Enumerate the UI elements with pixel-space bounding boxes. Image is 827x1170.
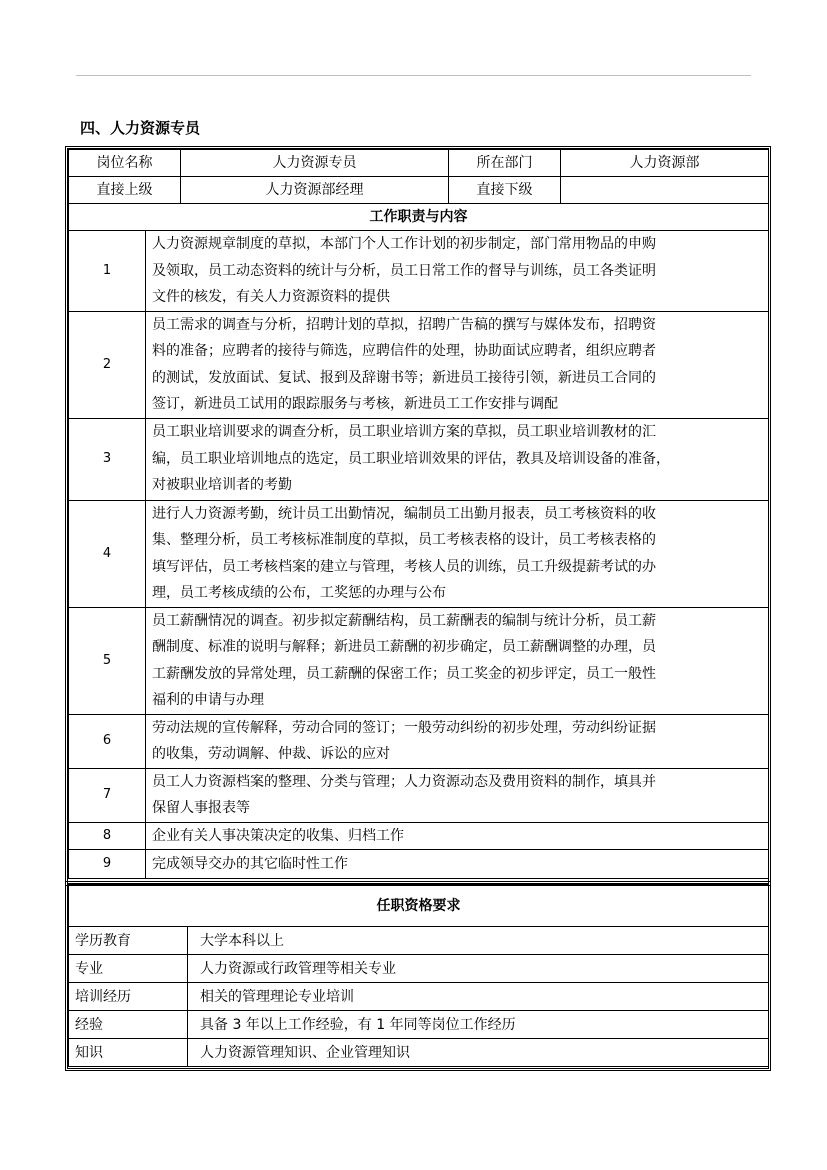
qualification-label: 知识	[69, 1039, 188, 1067]
duty-row	[69, 500, 769, 607]
duty-line: 集、整理分析，员工考核标准制度的草拟，员工考核表格的设计，员工考核表格的	[152, 532, 656, 548]
duty-line: 填写评估，员工考核档案的建立与管理，考核人员的训练，员工升级提薪考试的办	[152, 558, 656, 575]
qualification-label: 经验	[69, 1011, 188, 1039]
duty-line: 对被职业培训者的考勤	[152, 477, 292, 494]
duty-number: 8	[69, 822, 146, 850]
duty-line: 劳动法规的宣传解释，劳动合同的签订；一般劳动纠纷的初步处理，劳动纠纷证据	[152, 719, 656, 736]
duty-line: 理，员工考核成绩的公布，工奖惩的办理与公布	[152, 585, 446, 601]
qualifications-title-row	[69, 885, 769, 927]
qualification-value: 大学本科以上	[188, 927, 769, 955]
job-info-row-1	[69, 150, 769, 177]
duty-text	[146, 768, 769, 822]
duty-line: 人力资源规章制度的草拟，本部门个人工作计划的初步制定，部门常用物品的申购	[152, 236, 656, 252]
qualifications-frame	[65, 881, 771, 1071]
duty-row	[69, 418, 769, 500]
qualification-label: 学历教育	[69, 927, 188, 955]
duty-line: 签订，新进员工试用的跟踪服务与考核，新进员工工作安排与调配	[152, 396, 558, 412]
duty-row	[69, 850, 769, 879]
qualification-label: 培训经历	[69, 983, 188, 1011]
duty-line: 进行人力资源考勤，统计员工出勤情况，编制员工出勤月报表，员工考核资料的收	[152, 505, 656, 522]
qualification-label: 专业	[69, 955, 188, 983]
qualification-row	[69, 1011, 769, 1039]
qualification-value: 人力资源或行政管理等相关专业	[188, 955, 769, 983]
duty-line: 文件的核发，有关人力资源资料的提供	[152, 289, 390, 305]
duty-row	[69, 822, 769, 850]
duty-text	[146, 418, 769, 500]
duty-line: 员工职业培训要求的调查分析，员工职业培训方案的草拟，员工职业培训教材的汇	[152, 424, 656, 441]
duty-line: 企业有关人事决策决定的收集、归档工作	[152, 827, 404, 844]
duty-line: 员工人力资源档案的整理、分类与管理；人力资源动态及费用资料的制作，填具并	[152, 773, 656, 790]
duty-text	[146, 714, 769, 768]
job-duties-table	[68, 149, 769, 879]
job-info-row-2	[69, 177, 769, 204]
qualifications-table	[68, 884, 769, 1067]
qualification-row	[69, 927, 769, 955]
duty-line: 编，员工职业培训地点的选定，员工职业培训效果的评估，教具及培训设备的准备，	[152, 450, 670, 467]
duty-number: 2	[69, 311, 146, 418]
duty-number: 6	[69, 714, 146, 768]
duties-title-row	[69, 204, 769, 231]
qualification-row	[69, 983, 769, 1011]
qualifications-title: 任职资格要求	[69, 885, 769, 927]
duty-line: 福利的申请与办理	[152, 692, 264, 708]
duty-line: 的测试，发放面试、复试、报到及辞谢书等；新进员工接待引领，新进员工合同的	[152, 369, 656, 386]
subordinate-value	[561, 177, 769, 204]
superior-value: 人力资源部经理	[181, 177, 449, 204]
header-rule	[76, 75, 751, 76]
duty-number: 3	[69, 418, 146, 500]
qualification-value: 人力资源管理知识、企业管理知识	[188, 1039, 769, 1067]
duty-line: 酬制度、标准的说明与解释；新进员工薪酬的初步确定，员工薪酬调整的办理，员	[152, 639, 656, 655]
duty-text	[146, 231, 769, 312]
position-value: 人力资源专员	[181, 150, 449, 177]
duty-text	[146, 607, 769, 714]
duty-line: 的收集，劳动调解、仲裁、诉讼的应对	[152, 746, 390, 762]
duty-text	[146, 311, 769, 418]
duty-line: 工薪酬发放的异常处理，员工薪酬的保密工作；员工奖金的初步评定，员工一般性	[152, 665, 656, 682]
duty-row	[69, 311, 769, 418]
duty-number: 4	[69, 500, 146, 607]
department-label: 所在部门	[449, 150, 561, 177]
qualification-value: 具备 3 年以上工作经验，有 1 年同等岗位工作经历	[188, 1011, 769, 1039]
duty-row	[69, 768, 769, 822]
duties-title: 工作职责与内容	[69, 204, 769, 231]
qualification-row	[69, 955, 769, 983]
duty-line: 完成领导交办的其它临时性工作	[152, 855, 348, 872]
duty-text	[146, 850, 769, 879]
duty-row	[69, 714, 769, 768]
duty-row	[69, 231, 769, 312]
duty-text	[146, 822, 769, 850]
superior-label: 直接上级	[69, 177, 181, 204]
duty-line: 员工薪酬情况的调查。初步拟定薪酬结构，员工薪酬表的编制与统计分析，员工薪	[152, 612, 656, 629]
duty-number: 5	[69, 607, 146, 714]
job-duties-frame	[65, 146, 771, 886]
qualification-row	[69, 1039, 769, 1067]
section-title: 四、人力资源专员	[80, 119, 201, 137]
duty-line: 员工需求的调查与分析，招聘计划的草拟，招聘广告稿的撰写与媒体发布，招聘资	[152, 316, 656, 333]
qualification-value: 相关的管理理论专业培训	[188, 983, 769, 1011]
duty-row	[69, 607, 769, 714]
duty-line: 保留人事报表等	[152, 800, 250, 816]
duty-text	[146, 500, 769, 607]
duty-line: 料的准备；应聘者的接待与筛选，应聘信件的处理，协助面试应聘者，组织应聘者	[152, 343, 656, 359]
duty-line: 及领取，员工动态资料的统计与分析，员工日常工作的督导与训练，员工各类证明	[152, 262, 656, 279]
department-value: 人力资源部	[561, 150, 769, 177]
duty-number: 9	[69, 850, 146, 879]
duty-number: 7	[69, 768, 146, 822]
subordinate-label: 直接下级	[449, 177, 561, 204]
duty-number: 1	[69, 231, 146, 312]
position-label: 岗位名称	[69, 150, 181, 177]
